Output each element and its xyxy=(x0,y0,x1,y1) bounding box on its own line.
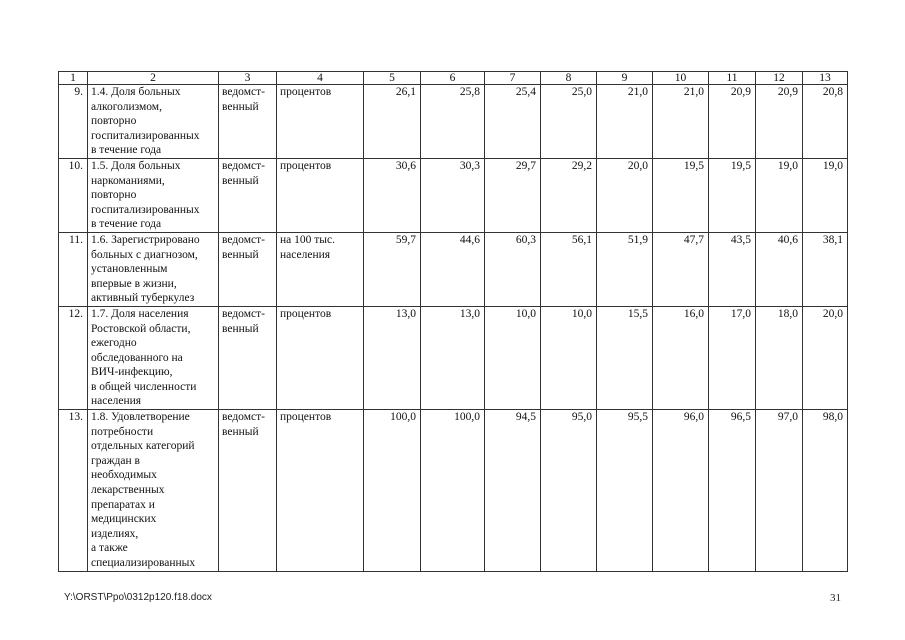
value-cell: 97,0 xyxy=(756,410,803,572)
unit-of-measure: процентов xyxy=(277,306,364,409)
row-number: 12. xyxy=(59,306,88,409)
value-cell: 19,0 xyxy=(803,158,848,232)
value-cell: 43,5 xyxy=(709,232,756,306)
footer-file-path: Y:\ORST\Ppo\0312p120.f18.docx xyxy=(64,592,212,603)
value-cell: 40,6 xyxy=(756,232,803,306)
value-cell: 29,7 xyxy=(485,158,541,232)
table-row xyxy=(59,85,848,159)
value-cell: 29,2 xyxy=(541,158,597,232)
unit-of-measure: на 100 тыс. населения xyxy=(277,232,364,306)
value-cell: 47,7 xyxy=(653,232,709,306)
value-cell: 16,0 xyxy=(653,306,709,409)
data-source: ведомст- венный xyxy=(219,85,277,159)
value-cell: 100,0 xyxy=(421,410,485,572)
value-cell: 96,5 xyxy=(709,410,756,572)
value-cell: 10,0 xyxy=(485,306,541,409)
value-cell: 26,1 xyxy=(364,85,421,159)
table-row xyxy=(59,232,848,306)
value-cell: 25,0 xyxy=(541,85,597,159)
value-cell: 13,0 xyxy=(364,306,421,409)
column-number: 12 xyxy=(756,72,803,85)
value-cell: 98,0 xyxy=(803,410,848,572)
indicator-name: 1.5. Доля больных наркоманиями, повторно госпитализированных в течение года xyxy=(88,158,219,232)
table-row xyxy=(59,158,848,232)
value-cell: 10,0 xyxy=(541,306,597,409)
data-source: ведомст- венный xyxy=(219,410,277,572)
indicator-name: 1.8. Удовлетворение потребности отдельных категорий граждан в необходимых лекарственных препаратах и медицинских изделиях, а также специализированных xyxy=(88,410,219,572)
indicators-table xyxy=(58,71,848,572)
value-cell: 19,5 xyxy=(653,158,709,232)
table-row xyxy=(59,306,848,409)
row-number: 13. xyxy=(59,410,88,572)
row-number: 10. xyxy=(59,158,88,232)
column-number-row xyxy=(59,72,848,85)
value-cell: 19,5 xyxy=(709,158,756,232)
column-number: 13 xyxy=(803,72,848,85)
value-cell: 20,8 xyxy=(803,85,848,159)
value-cell: 95,0 xyxy=(541,410,597,572)
value-cell: 25,8 xyxy=(421,85,485,159)
value-cell: 15,5 xyxy=(597,306,653,409)
row-number: 9. xyxy=(59,85,88,159)
indicator-name: 1.4. Доля больных алкоголизмом, повторно госпитализированных в течение года xyxy=(88,85,219,159)
footer-page-number: 31 xyxy=(830,592,841,604)
column-number: 2 xyxy=(88,72,219,85)
value-cell: 20,0 xyxy=(597,158,653,232)
value-cell: 59,7 xyxy=(364,232,421,306)
value-cell: 30,3 xyxy=(421,158,485,232)
value-cell: 95,5 xyxy=(597,410,653,572)
column-number: 7 xyxy=(485,72,541,85)
value-cell: 94,5 xyxy=(485,410,541,572)
value-cell: 25,4 xyxy=(485,85,541,159)
row-number: 11. xyxy=(59,232,88,306)
unit-of-measure: процентов xyxy=(277,85,364,159)
value-cell: 21,0 xyxy=(597,85,653,159)
value-cell: 20,9 xyxy=(709,85,756,159)
column-number: 8 xyxy=(541,72,597,85)
column-number: 9 xyxy=(597,72,653,85)
value-cell: 20,0 xyxy=(803,306,848,409)
value-cell: 30,6 xyxy=(364,158,421,232)
value-cell: 20,9 xyxy=(756,85,803,159)
table-row xyxy=(59,410,848,572)
value-cell: 18,0 xyxy=(756,306,803,409)
value-cell: 21,0 xyxy=(653,85,709,159)
column-number: 10 xyxy=(653,72,709,85)
data-source: ведомст- венный xyxy=(219,232,277,306)
unit-of-measure: процентов xyxy=(277,158,364,232)
value-cell: 17,0 xyxy=(709,306,756,409)
column-number: 3 xyxy=(219,72,277,85)
value-cell: 44,6 xyxy=(421,232,485,306)
value-cell: 38,1 xyxy=(803,232,848,306)
value-cell: 13,0 xyxy=(421,306,485,409)
column-number: 4 xyxy=(277,72,364,85)
data-source: ведомст- венный xyxy=(219,306,277,409)
data-source: ведомст- венный xyxy=(219,158,277,232)
indicator-name: 1.7. Доля населения Ростовской области, ежегодно обследованного на ВИЧ-инфекцию, в общей численности населения xyxy=(88,306,219,409)
value-cell: 19,0 xyxy=(756,158,803,232)
value-cell: 51,9 xyxy=(597,232,653,306)
indicator-name: 1.6. Зарегистрировано больных с диагнозом, установленным впервые в жизни, активный туберкулез xyxy=(88,232,219,306)
value-cell: 60,3 xyxy=(485,232,541,306)
column-number: 6 xyxy=(421,72,485,85)
value-cell: 100,0 xyxy=(364,410,421,572)
value-cell: 96,0 xyxy=(653,410,709,572)
unit-of-measure: процентов xyxy=(277,410,364,572)
column-number: 11 xyxy=(709,72,756,85)
column-number: 5 xyxy=(364,72,421,85)
column-number: 1 xyxy=(59,72,88,85)
value-cell: 56,1 xyxy=(541,232,597,306)
